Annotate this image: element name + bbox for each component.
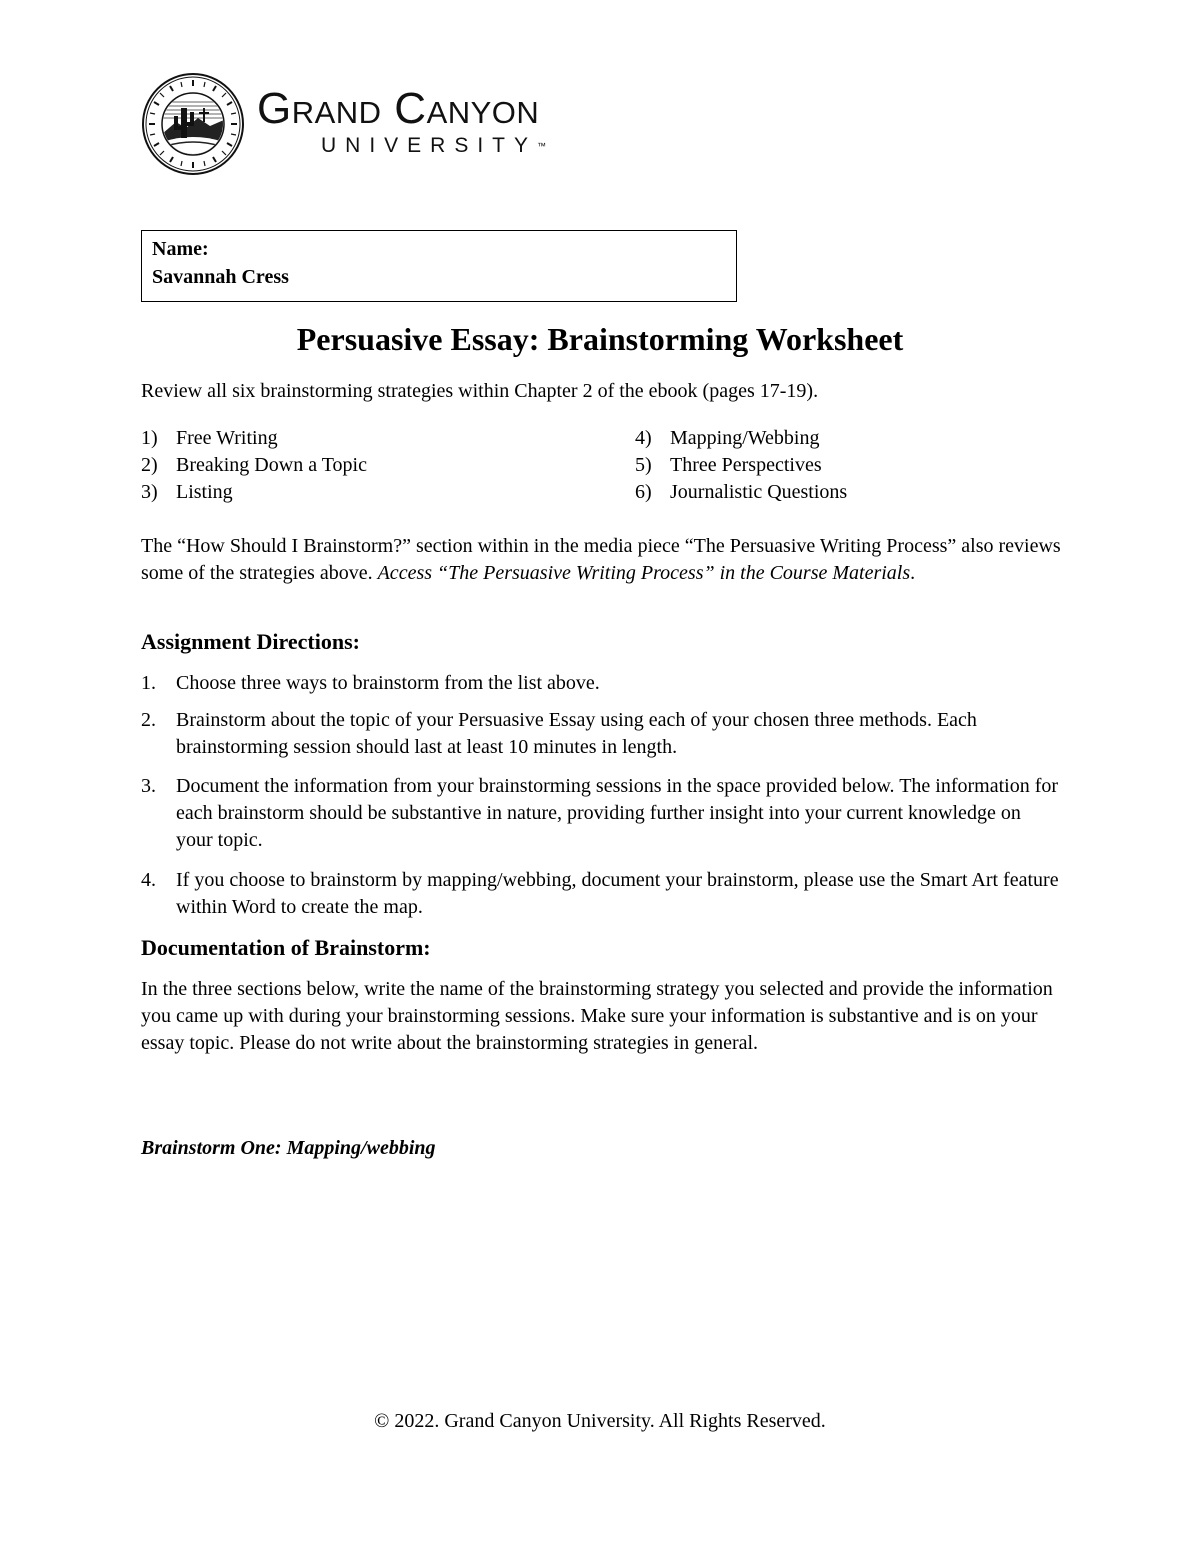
direction-number: 3. xyxy=(141,775,156,797)
strategy-item xyxy=(141,452,367,479)
direction-text: Choose three ways to brainstorm from the list above. xyxy=(176,672,600,694)
direction-number: 1. xyxy=(141,672,156,694)
strategy-number: 5) xyxy=(635,454,652,476)
name-value: Savannah Cress xyxy=(152,266,289,288)
media-paragraph-end: . xyxy=(910,562,916,584)
strategy-number: 2) xyxy=(141,454,158,476)
media-paragraph-italic: Access “The Persuasive Writing Process” in the Course Materials xyxy=(377,562,911,584)
direction-item xyxy=(141,670,1061,697)
copyright-footer: © 2022. Grand Canyon University. All Rights Reserved. xyxy=(374,1410,826,1432)
assignment-directions-heading: Assignment Directions: xyxy=(141,629,360,654)
strategy-number: 6) xyxy=(635,481,652,503)
university-seal-icon xyxy=(140,72,246,176)
strategy-item xyxy=(141,479,367,506)
direction-item xyxy=(141,707,1061,761)
university-wordmark xyxy=(257,84,546,158)
strategy-item xyxy=(141,425,367,452)
strategy-item xyxy=(635,425,847,452)
strategies-column-right xyxy=(635,425,847,506)
strategy-number: 3) xyxy=(141,481,158,503)
intro-text: Review all six brainstorming strategies within Chapter 2 of the ebook (pages 17-19). xyxy=(141,380,819,402)
strategy-label: Free Writing xyxy=(176,427,278,449)
page-title: Persuasive Essay: Brainstorming Worksheet xyxy=(296,321,904,357)
strategy-number: 4) xyxy=(635,427,652,449)
wordmark-university: UNIVERSITY xyxy=(321,134,538,157)
strategy-label: Listing xyxy=(176,481,233,503)
media-paragraph xyxy=(141,533,1066,587)
trademark-symbol: ™ xyxy=(537,141,547,151)
university-logo xyxy=(140,72,620,176)
name-box xyxy=(141,230,737,302)
wordmark-line1: Grand Canyon xyxy=(257,84,540,133)
strategy-number: 1) xyxy=(141,427,158,449)
documentation-text: In the three sections below, write the name of the brainstorming strategy you selected and provide the information you came up with during your brainstorming sessions. Make sure your information is substantive and is on your essay topic. Please do not write about the brainstorming strategies in general. xyxy=(141,978,1053,1054)
direction-number: 4. xyxy=(141,869,156,891)
strategy-label: Journalistic Questions xyxy=(670,481,848,503)
strategy-label: Breaking Down a Topic xyxy=(176,454,367,476)
strategy-item xyxy=(635,479,847,506)
documentation-heading: Documentation of Brainstorm: xyxy=(141,935,431,960)
brainstorm-one-heading: Brainstorm One: Mapping/webbing xyxy=(141,1137,436,1159)
direction-text: If you choose to brainstorm by mapping/webbing, document your brainstorm, please use the Smart Art feature within Word to create the map. xyxy=(176,869,1059,918)
strategy-label: Three Perspectives xyxy=(670,454,822,476)
direction-number: 2. xyxy=(141,709,156,731)
wordmark-line2 xyxy=(257,134,546,158)
direction-item xyxy=(141,773,1061,854)
name-label: Name: xyxy=(152,238,209,260)
direction-text: Document the information from your brainstorming sessions in the space provided below. The information for each brainstorm should be substantive in nature, providing further insight into your current knowledge on your topic. xyxy=(176,775,1059,851)
strategy-item xyxy=(635,452,847,479)
direction-text: Brainstorm about the topic of your Persuasive Essay using each of your chosen three methods. Each brainstorming session should last at least 10 minutes in length. xyxy=(176,709,977,758)
media-paragraph-text: The “How Should I Brainstorm?” section within in the media piece “The Persuasive Writing Process” also reviews some of the strategies above. xyxy=(141,535,1061,584)
strategies-column-left xyxy=(141,425,367,506)
direction-item xyxy=(141,867,1061,921)
strategy-label: Mapping/Webbing xyxy=(670,427,820,449)
